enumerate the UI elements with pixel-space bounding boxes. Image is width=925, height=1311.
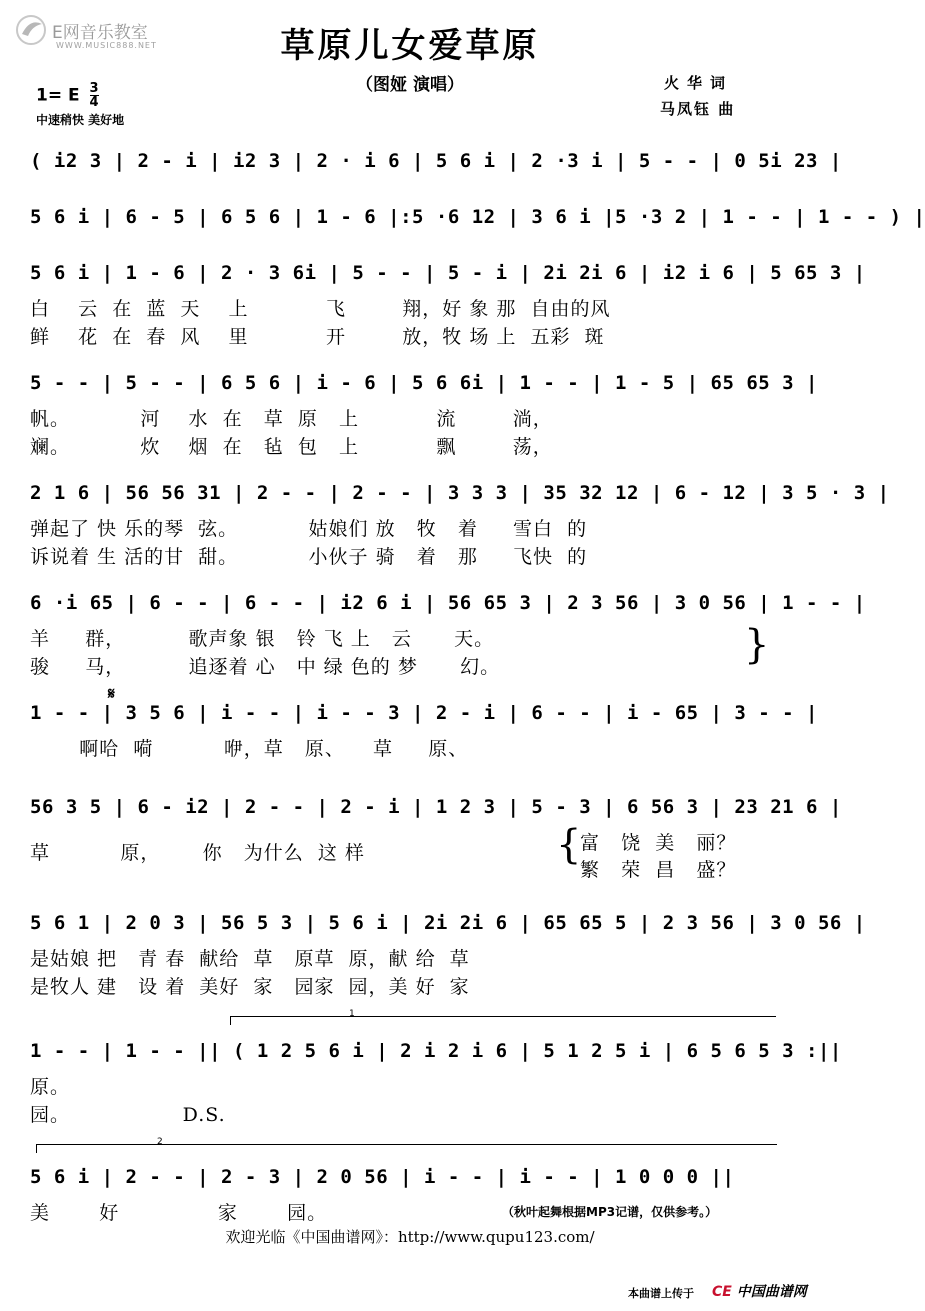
lyric-row-9-verse-2: 是牧人 建 设 着 美好 家 园家 园，美 好 家 xyxy=(30,976,470,998)
notation-row-1: ( i2 3 | 2 - i | i2 3 | 2 · i 6 | 5 6 i | 2 ·3 i | 5 - - | 0 5i 23 | xyxy=(30,150,842,172)
time-bottom: 4 xyxy=(89,95,99,110)
time-signature xyxy=(90,82,99,109)
lyric-row-8-alt-1: 富 饶 美 丽？ xyxy=(580,832,737,854)
key-signature xyxy=(36,82,99,109)
lyric-row-8: 草 原， 你 为什么 这 样 xyxy=(30,842,365,864)
lyric-row-10-verse-1: 原。 xyxy=(30,1076,71,1098)
notation-row-6: 6 ·i 65 | 6 - - | 6 - - | i2 6 i | 56 65 3 | 2 3 56 | 3 0 56 | 1 - - | xyxy=(30,592,866,614)
upload-label: 本曲谱上传于 xyxy=(628,1287,694,1300)
lyric-row-7: 啊哈 嗬 咿，草 原、 草 原、 xyxy=(30,738,469,760)
key-label: 1= E xyxy=(36,85,80,106)
notation-row-9: 5 6 1 | 2 0 3 | 56 5 3 | 5 6 i | 2i 2i 6 | 65 65 5 | 2 3 56 | 3 0 56 | xyxy=(30,912,866,934)
volta-1-number: 1 xyxy=(349,1009,355,1019)
notation-row-2: 5 6 i | 6 - 5 | 6 5 6 | 1 - 6 |:5 ·6 12 | 3 6 i |5 ·3 2 | 1 - - | 1 - - ) | xyxy=(30,206,925,228)
song-title: 草原儿女爱草原 xyxy=(280,26,540,66)
lyric-row-8-alt-2: 繁 荣 昌 盛？ xyxy=(580,859,737,881)
lyric-row-6-verse-1: 羊 群， 歌声象 银 铃 飞 上 云 天。 xyxy=(30,628,495,650)
lyric-row-4-verse-1: 帆。 河 水 在 草 原 上 流 淌， xyxy=(30,408,553,430)
lyric-row-3-verse-2: 鲜 花 在 春 风 里 开 放，牧 场 上 五彩 斑 xyxy=(30,326,605,348)
lyric-row-9-verse-1: 是姑娘 把 青 春 献给 草 原草 原，献 给 草 xyxy=(30,948,470,970)
segno-icon: 𝄋 xyxy=(108,684,115,703)
volta-bracket-1 xyxy=(230,1009,776,1025)
lyric-row-11: 美 好 家 园。 xyxy=(30,1202,328,1224)
watermark-name: E网音乐教室 xyxy=(52,23,148,43)
brand-logo xyxy=(712,1281,807,1301)
notation-row-10: 1 - - | 1 - - || ( 1 2 5 6 i | 2 i 2 i 6 | 5 1 2 5 i | 6 5 6 5 3 :|| xyxy=(30,1040,842,1062)
lyric-row-10-verse-2: 园。 D.S. xyxy=(30,1104,226,1126)
volta-bracket-2 xyxy=(36,1137,777,1153)
watermark-url: WWW.MUSIC888.NET xyxy=(56,41,157,50)
lyric-row-6-verse-2: 骏 马， 追逐着 心 中 绿 色的 梦 幻。 xyxy=(30,656,501,678)
composer: 马凤钰 曲 xyxy=(660,100,736,118)
tempo-marking: 中速稍快 美好地 xyxy=(36,113,125,127)
notation-row-3: 5 6 i | 1 - 6 | 2 · 3 6i | 5 - - | 5 - i | 2i 2i 6 | i2 i 6 | 5 65 3 | xyxy=(30,262,866,284)
time-top: 3 xyxy=(89,81,99,96)
brand-name: 中国曲谱网 xyxy=(736,1284,807,1300)
notation-row-11: 5 6 i | 2 - - | 2 - 3 | 2 0 56 | i - - | i - - | 1 0 0 0 || xyxy=(30,1166,735,1188)
notation-row-5: 2 1 6 | 56 56 31 | 2 - - | 2 - - | 3 3 3 | 35 32 12 | 6 - 12 | 3 5 · 3 | xyxy=(30,482,890,504)
song-subtitle: （图娅 演唱） xyxy=(356,75,464,95)
verse-brace-left: { xyxy=(556,822,582,868)
volta-2-number: 2 xyxy=(157,1137,163,1147)
transcription-footnote: （秋叶起舞根据MP3记谱，仅供参考。） xyxy=(502,1205,718,1219)
site-footer: 欢迎光临《中国曲谱网》：http://www.qupu123.com/ xyxy=(225,1228,595,1246)
verse-brace-right: } xyxy=(744,622,770,668)
lyric-row-3-verse-1: 白 云 在 蓝 天 上 飞 翔，好 象 那 自由的风 xyxy=(30,298,611,320)
lyric-row-5-verse-1: 弹起了 快 乐的琴 弦。 姑娘们 放 牧 着 雪白 的 xyxy=(30,518,588,540)
notation-row-4: 5 - - | 5 - - | 6 5 6 | i - 6 | 5 6 6i | 1 - - | 1 - 5 | 65 65 3 | xyxy=(30,372,818,394)
notation-row-8: 56 3 5 | 6 - i2 | 2 - - | 2 - i | 1 2 3 | 5 - 3 | 6 56 3 | 23 21 6 | xyxy=(30,796,842,818)
lyricist: 火华词 xyxy=(664,74,734,92)
notation-row-7: 1 - - | 3 5 6 | i - - | i - - 3 | 2 - i | 6 - - | i - 65 | 3 - - | xyxy=(30,702,818,724)
lyric-row-5-verse-2: 诉说着 生 活的甘 甜。 小伙子 骑 着 那 飞快 的 xyxy=(30,546,588,568)
brand-mark: CE xyxy=(712,1284,732,1300)
lyric-row-4-verse-2: 斓。 炊 烟 在 毡 包 上 飘 荡， xyxy=(30,436,553,458)
